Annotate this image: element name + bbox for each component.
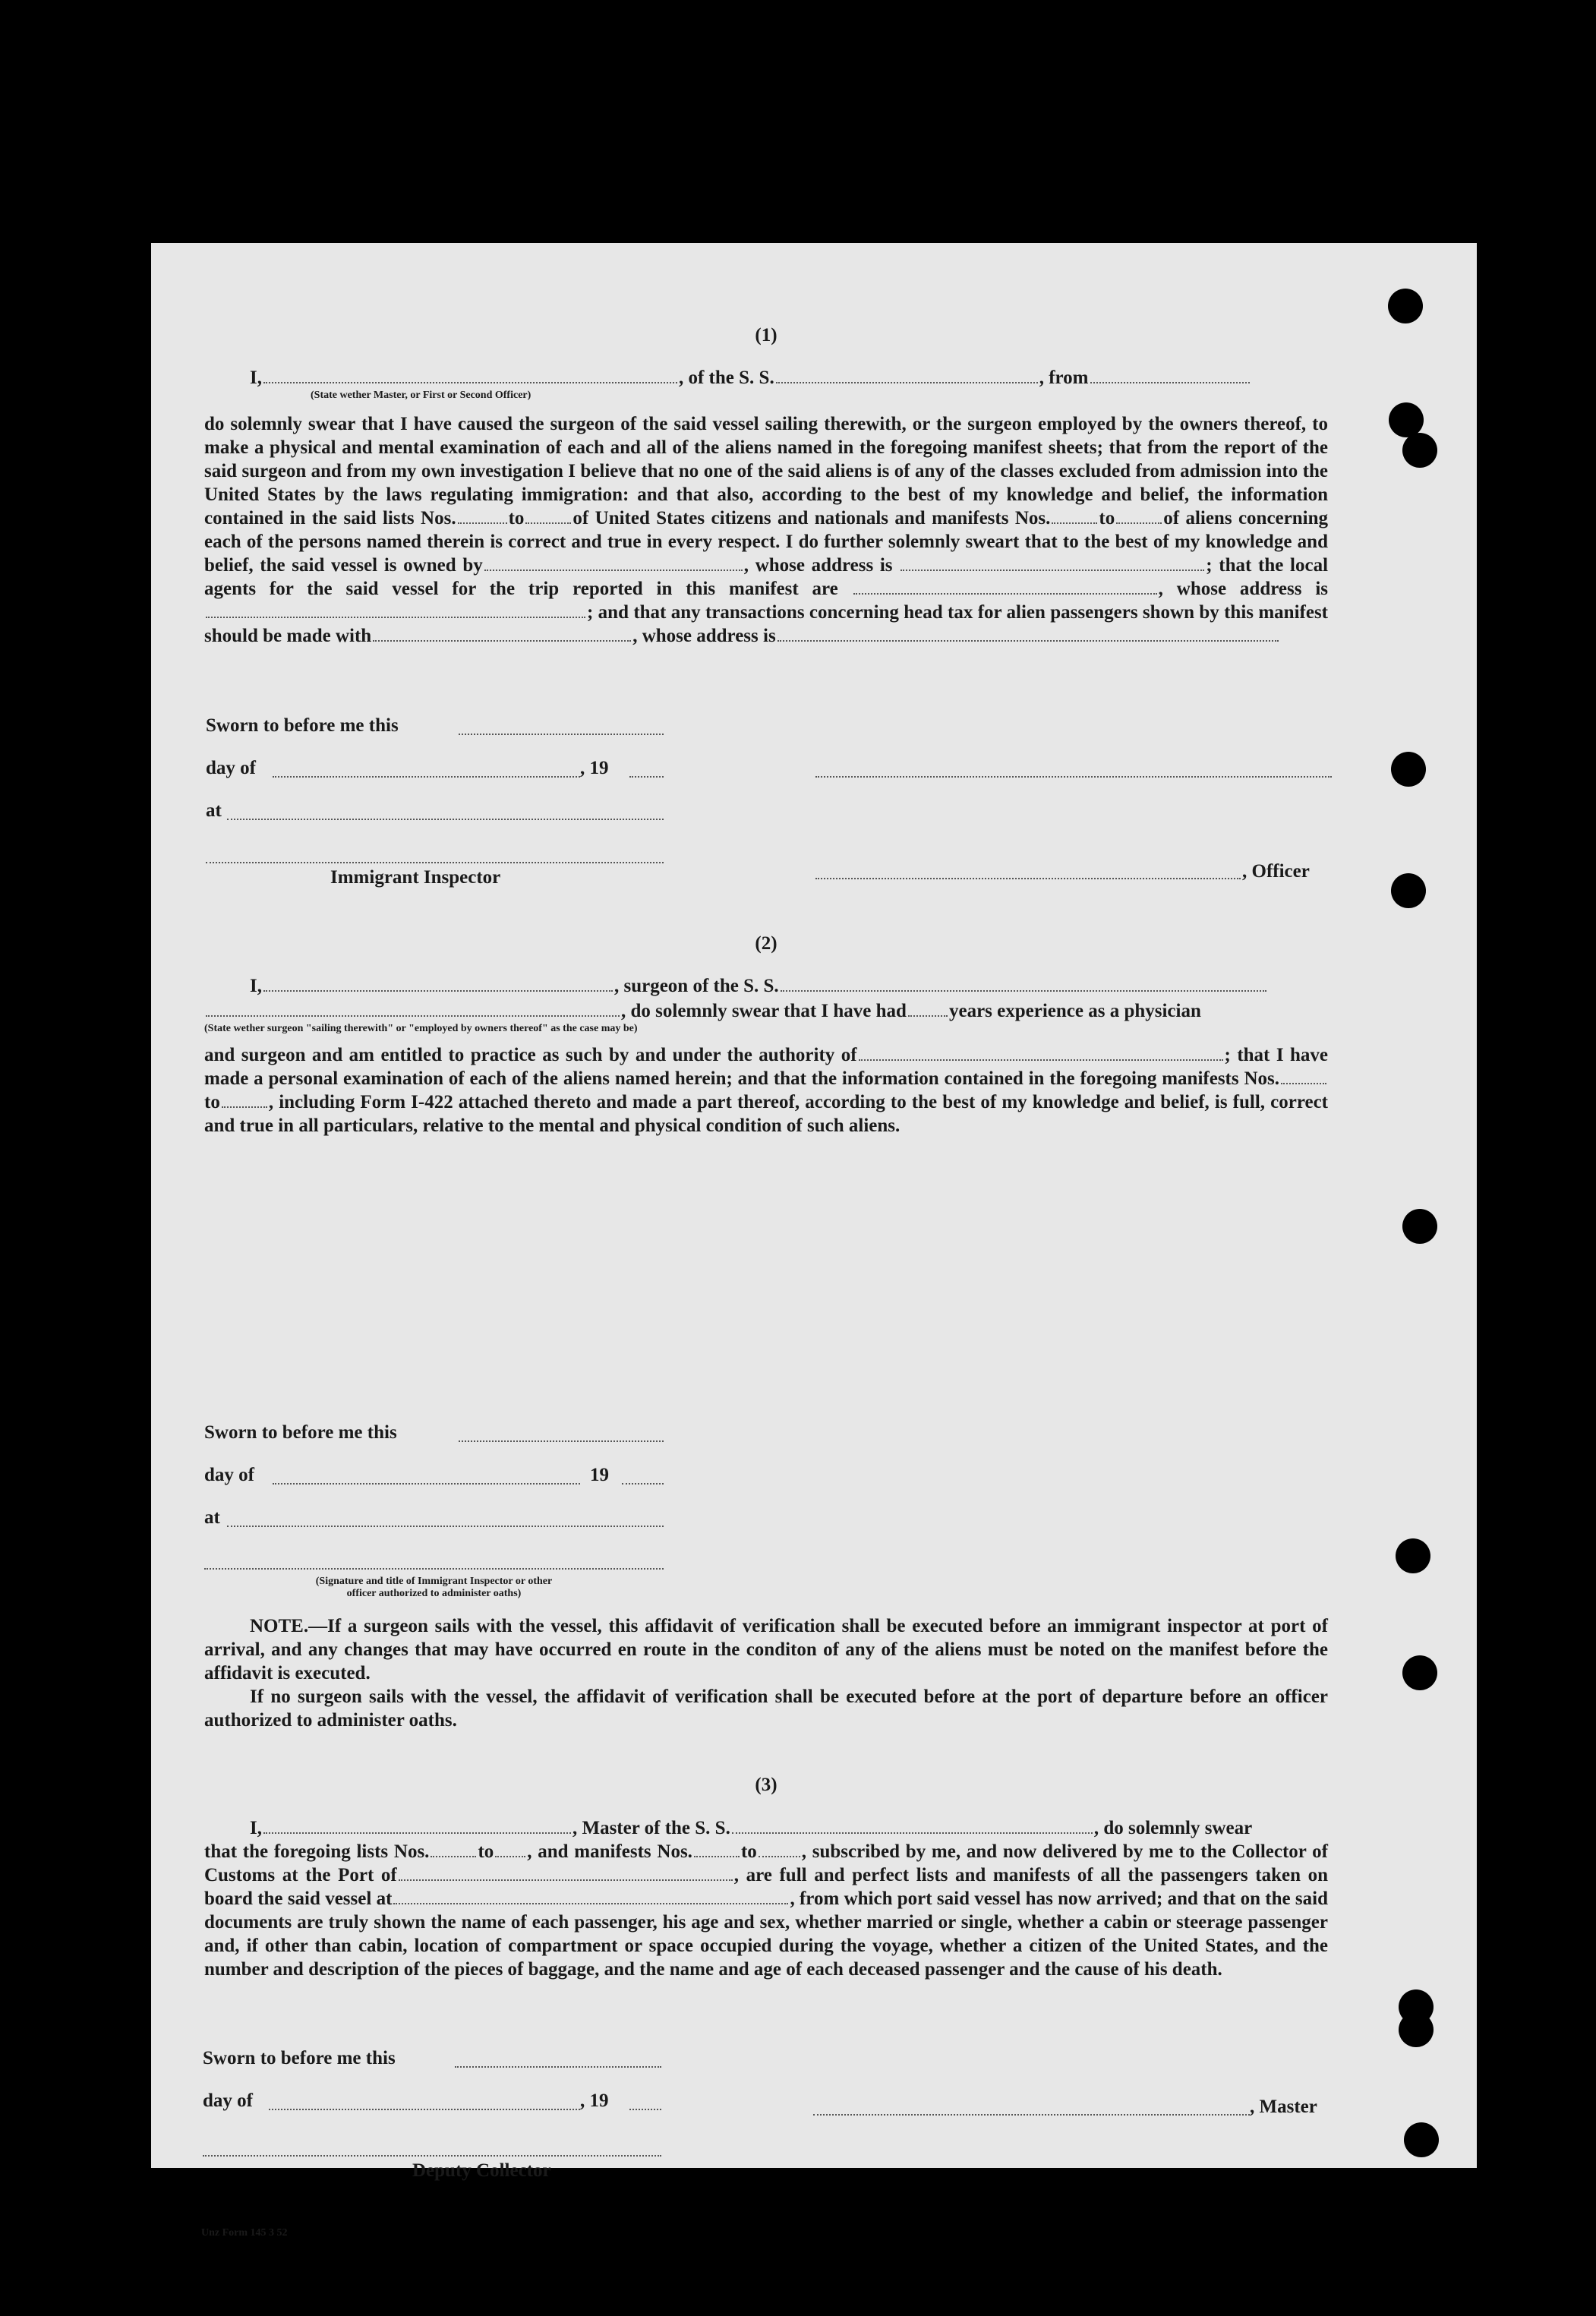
name-blank (263, 990, 613, 992)
form-number: Unz Form 145 3 52 (201, 2227, 288, 2239)
year-label: , 19 (580, 2090, 609, 2111)
surgeon-type-blank (206, 1015, 620, 1017)
oath-text: , do solemnly swear that I have had (621, 1001, 907, 1021)
section-number: (1) (755, 325, 777, 346)
note-block (204, 1614, 1328, 1732)
vessel-blank (732, 1832, 1093, 1834)
section-3 (204, 1774, 1328, 1797)
day-of-label: day of (204, 1465, 254, 1485)
binder-hole (1399, 2012, 1434, 2047)
year-blank (629, 2109, 661, 2110)
year-label: , 19 (580, 758, 609, 778)
day-blank (273, 776, 580, 778)
day-blank (273, 1483, 580, 1485)
section-number: (3) (755, 1775, 777, 1795)
years-blank (908, 1015, 948, 1017)
authority-blank (859, 1059, 1223, 1061)
section-1-oath-line (204, 366, 1328, 402)
note-text: If no surgeon sails with the vessel, the affidavit of verification shall be executed before at the port of departure before an officer authorized to administer oaths. (204, 1687, 1328, 1731)
year-blank (622, 1483, 664, 1485)
from-label: , from (1039, 368, 1089, 388)
officer-signature-blank (815, 878, 1241, 879)
vessel-blank (776, 382, 1038, 383)
name-blank (263, 1832, 571, 1834)
oath-pronoun: I, (250, 368, 262, 388)
binder-hole (1396, 1538, 1430, 1573)
sworn-label: Sworn to before me this (204, 1422, 397, 1443)
section-3-affidavit (204, 1840, 1328, 1981)
year-label: 19 (590, 1465, 609, 1485)
signature-blank (815, 776, 1332, 778)
affidavit-text: do solemnly swear that I have caused the surgeon of the said vessel sailing therewith, or the surgeon employed by the owners thereof, to make a physical and mental examination of each and all of the aliens named in the foregoing manifest sheets; that from the report of the said surgeon and from my own investigation I believe that no one of the said aliens is of any of the classes excluded from admission into the United States by the laws regulating immigration: and that also, according to the best of my knowledge and belief, the information contained in the said lists Nos. to of United States citizens and nationals and manifests Nos. to of aliens concerning each of the persons named therein is correct and true in every respect. I do further solemnly sweart that to the best of my knowledge and belief, the said vessel is owned by , whose address is ; that the local agents for the said vessel for the trip reported in this manifest are , whose address is; and that any transactions concerning head tax for alien passengers shown by this manifest should be made with , whose address is (204, 414, 1329, 646)
binder-hole (1404, 2122, 1439, 2157)
sworn-blank (455, 2066, 661, 2068)
at-blank (227, 819, 664, 820)
day-of-label: day of (206, 758, 256, 778)
day-of-label: day of (203, 2090, 253, 2111)
owner-blank (484, 570, 743, 571)
embark-port-blank (393, 1903, 788, 1904)
vessel-blank (781, 990, 1266, 992)
at-label: at (204, 1507, 220, 1528)
officer-label: , Officer (1242, 861, 1310, 882)
deputy-collector-label: Deputy Collector (412, 2160, 551, 2181)
binder-hole (1402, 433, 1437, 468)
section-2-affidavit (204, 1043, 1328, 1137)
at-blank (227, 1526, 664, 1527)
day-blank (269, 2109, 580, 2110)
section-2-oath-line (204, 974, 1328, 1035)
manifest-form-page (151, 243, 1477, 2239)
binder-hole (1391, 752, 1426, 787)
inspector-signature-blank (204, 1568, 664, 1570)
year-blank (629, 776, 664, 778)
section-1 (204, 324, 1328, 347)
immigrant-inspector-label: Immigrant Inspector (330, 867, 501, 888)
name-blank (263, 382, 677, 383)
sworn-blank (459, 1440, 664, 1442)
collector-signature-blank (203, 2155, 661, 2157)
sworn-label: Sworn to before me this (203, 2048, 396, 2068)
inspector-signature-blank (206, 862, 664, 863)
binder-hole (1402, 1209, 1437, 1244)
section-number: (2) (755, 933, 777, 954)
binder-hole (1391, 873, 1426, 908)
binder-hole (1402, 1655, 1437, 1690)
master-label: , Master (1250, 2097, 1317, 2117)
affidavit-text: and surgeon and am entitled to practice as such by and under the authority of ; that I have made a personal examination of each of the aliens named herein; and that the information contained in the foregoing manifests Nos.to , including Form I-422 attached thereto and made a part thereof, according to the best of my knowledge and belief, is full, correct and true in all particulars, relative to the mental and physical condition of such aliens. (204, 1045, 1328, 1136)
oath-pronoun: I, (250, 1818, 262, 1838)
note-text: NOTE.—If a surgeon sails with the vessel, this affidavit of verification shall be executed before an immigrant inspector at port of arrival, and any changes that may have occurred en route in the conditon of any of the aliens must be noted on the manifest before the affidavit is executed. (204, 1616, 1328, 1683)
vessel-label: , Master of the S. S. (572, 1818, 730, 1838)
section-1-affidavit (204, 412, 1328, 648)
vessel-label: , of the S. S. (678, 368, 774, 388)
signature-title-note: (Signature and title of Immigrant Inspector or other officer authorized to administer oaths) (315, 1576, 553, 1599)
port-blank (1090, 382, 1250, 383)
at-label: at (206, 800, 222, 821)
affidavit-text: that the foregoing lists Nos. to , and manifests Nos. to , subscribed by me, and now delivered by me to the Collector of Customs at the Port of , are full and perfect lists and manifests of all the passengers taken on board the said vessel at , from which port said vessel has now arrived; and that on the said documents are truly shown the name of each passenger, his age and sex, whether married or single, whether a cabin or steerage passenger and, if other than cabin, location of compartment or space occupied during the voyage, whether a citizen of the United States, and the number and description of the pieces of baggage, and the name and age of each deceased passenger and the cause of his death. (204, 1841, 1329, 1980)
oath-text: , do solemnly swear (1093, 1818, 1253, 1838)
oath-pronoun: I, (250, 976, 262, 996)
port-blank (399, 1879, 733, 1881)
section-3-oath-line (204, 1816, 1328, 1840)
section-2 (204, 932, 1328, 955)
sworn-label: Sworn to before me this (206, 715, 399, 736)
vessel-label: , surgeon of the S. S. (613, 976, 779, 996)
sworn-blank (459, 734, 664, 735)
oath-text: years experience as a physician (948, 1001, 1201, 1021)
officer-rank-note: (State wether Master, or First or Second Officer) (311, 390, 531, 401)
surgeon-type-note: (State wether surgeon "sailing therewith" or "employed by owners thereof" as the case may be) (204, 1023, 638, 1034)
master-signature-blank (813, 2114, 1250, 2116)
binder-hole (1388, 289, 1423, 323)
